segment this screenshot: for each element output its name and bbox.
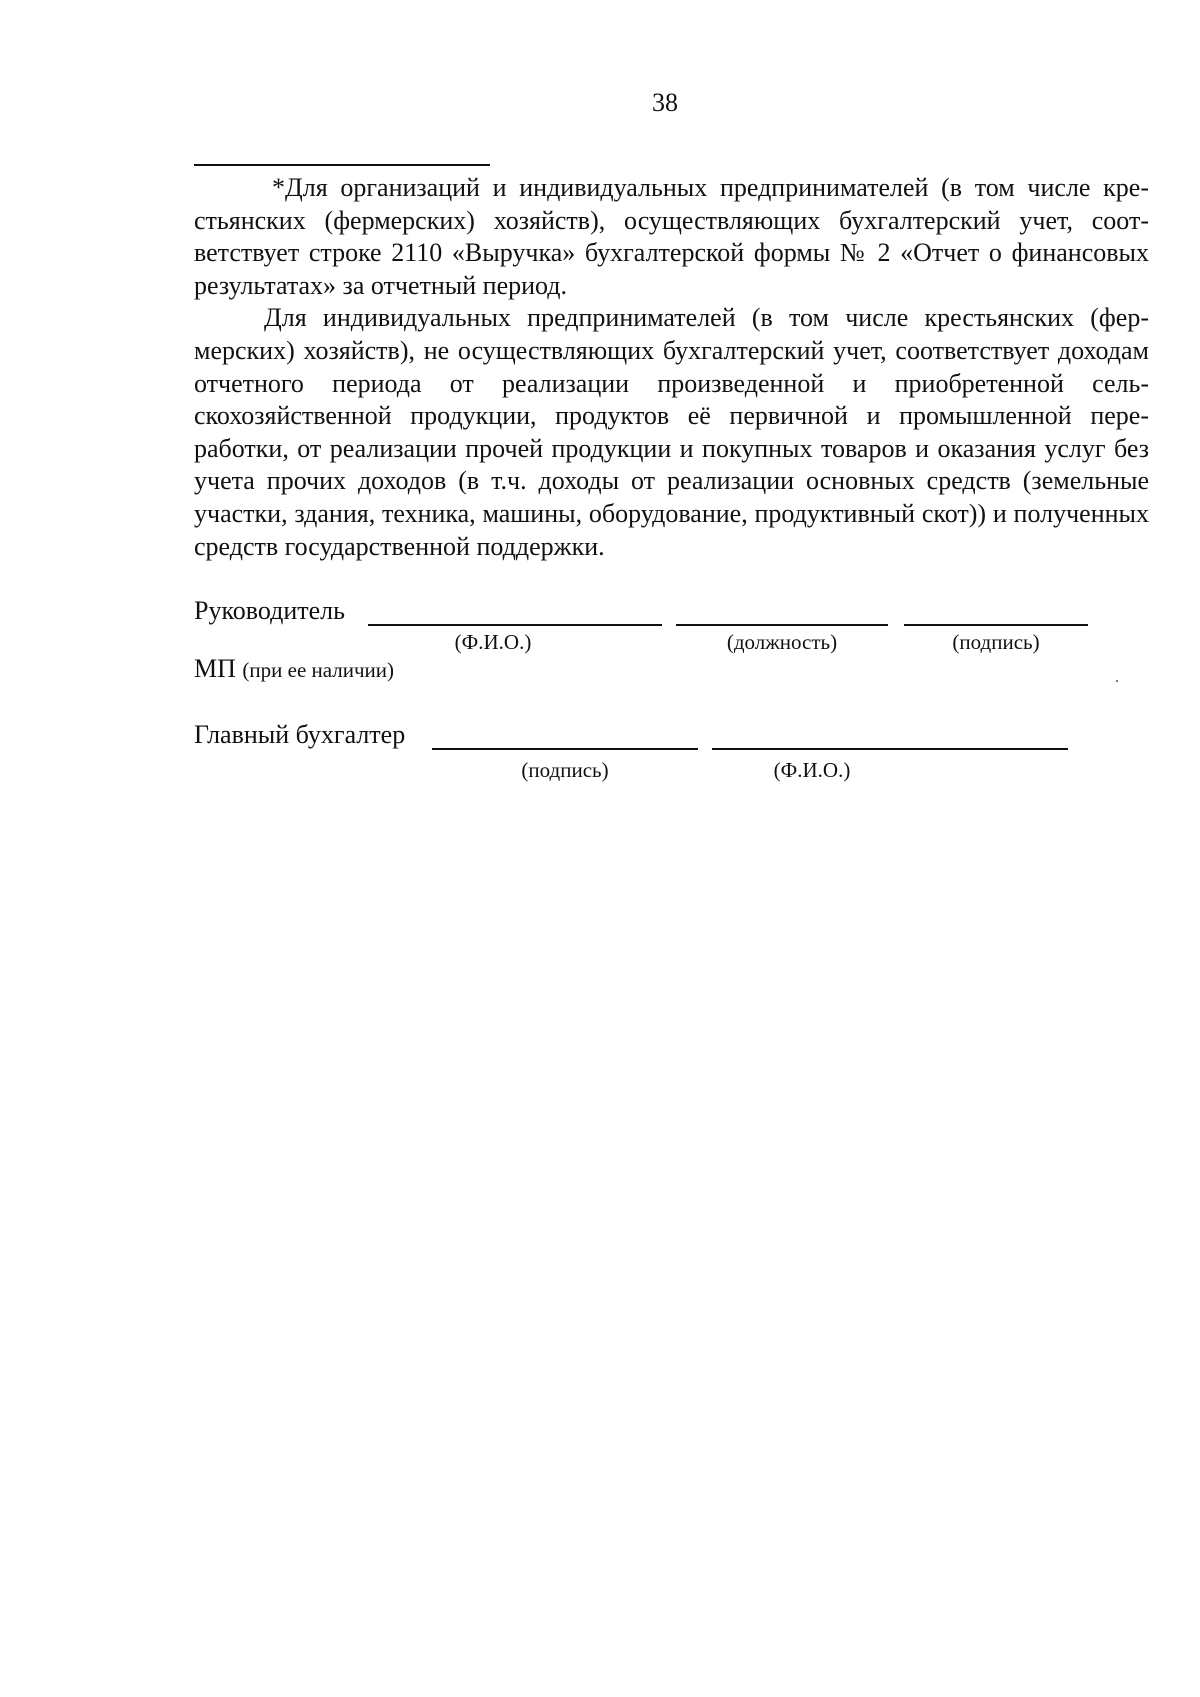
footnote-text: [194, 172, 1149, 563]
chief-accountant-signature-line[interactable]: [432, 748, 698, 750]
head-signature-line[interactable]: [904, 624, 1088, 626]
footnote-paragraph-2: Для индивидуальных предпринимателей (в том числе крестьянских (фермерских) хозяйств), не осуществляющих бухгалтерский учет, соответствует доходам отчетного периода от реализации произведенной и приобретенной сельскохозяйственной продукции, продуктов её первичной и промышленной переработки, от реализации прочей продукции и покупных товаров и оказания услуг без учета прочих доходов (в т.ч. доходы от реализации основных средств (земельные участки, здания, техника, машины, оборудование, продуктивный скот)) и полученных средств государственной поддержки.: [194, 303, 1149, 561]
head-name-line[interactable]: [368, 624, 662, 626]
chief-accountant-name-line[interactable]: [712, 748, 1068, 750]
chief-accountant-name-caption: (Ф.И.О.): [773, 758, 851, 782]
head-label: Руководитель: [194, 596, 345, 625]
scan-speck: [1116, 680, 1118, 682]
chief-accountant-signature-caption: (подпись): [521, 758, 609, 782]
chief-accountant-label: Главный бухгалтер: [194, 720, 406, 749]
head-position-line[interactable]: [676, 624, 888, 626]
stamp-note: (при ее наличии): [242, 658, 395, 682]
stamp-label: МП: [194, 654, 236, 683]
head-name-caption: (Ф.И.О.): [454, 630, 532, 654]
head-signature-caption: (подпись): [952, 630, 1040, 654]
footnote-paragraph-1: *Для организаций и индивидуальных предпринимателей (в том числе крестьянских (фермерских) хозяйств), осуществляющих бухгалтерский учет, соответствует строке 2110 «Выручка» бухгалтерской формы № 2 «Отчет о финансовых результатах» за отчетный период.: [194, 173, 1149, 300]
page-number: 38: [652, 88, 678, 117]
stamp-placeholder: [194, 654, 394, 685]
footnote-separator-rule: [194, 164, 490, 166]
head-position-caption: (должность): [726, 630, 838, 654]
